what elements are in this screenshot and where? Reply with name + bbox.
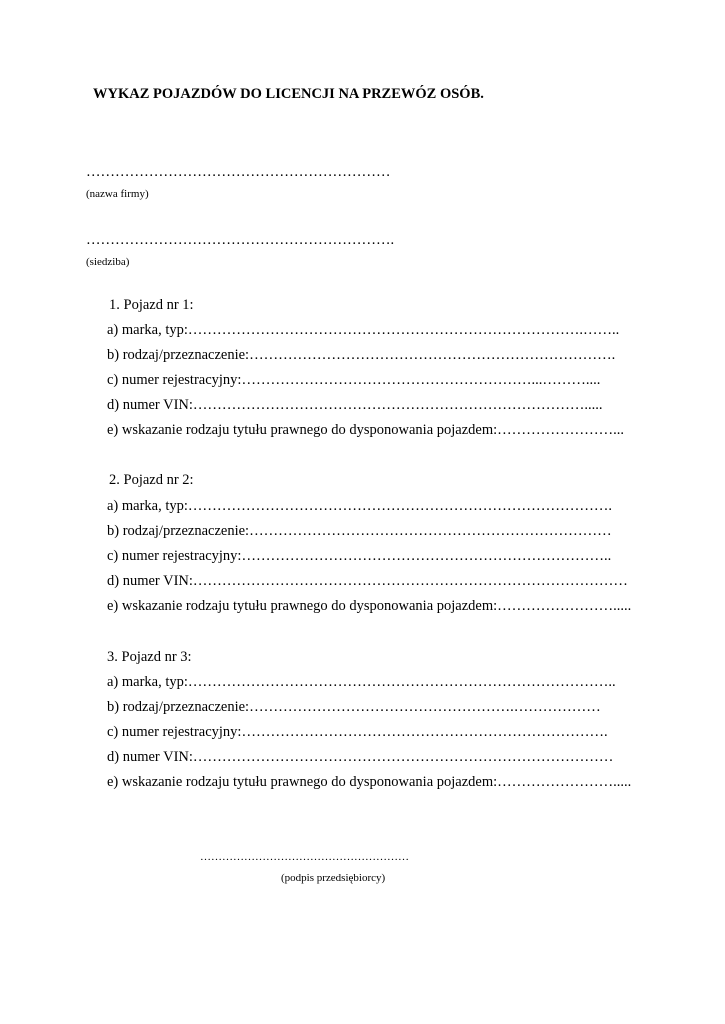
signature-field[interactable]: …………………………………………………: [200, 851, 409, 863]
vehicle-2-registration-line[interactable]: c) numer rejestracyjny:…………………………………………………………………..: [107, 548, 612, 564]
vehicle-3-make-line[interactable]: a) marka, typ:……………………………………………………………………………..: [107, 674, 616, 690]
vehicle-1-make-line[interactable]: a) marka, typ:……………………………………………………………………….……..: [107, 322, 620, 338]
vehicle-1-legal-title-line[interactable]: e) wskazanie rodzaju tytułu prawnego do dysponowania pojazdem:……………………...: [107, 422, 625, 438]
signature-label: (podpis przedsiębiorcy): [281, 872, 386, 884]
vehicle-3-vin-line[interactable]: d) numer VIN:……………………………………………………………………………: [107, 749, 614, 765]
vehicle-2-legal-title-line[interactable]: e) wskazanie rodzaju tytułu prawnego do dysponowania pojazdem:…………………….....: [107, 598, 632, 614]
vehicle-1-purpose-line[interactable]: b) rodzaj/przeznaczenie:………………………………………………………………….: [107, 347, 616, 363]
vehicle-3-purpose-line[interactable]: b) rodzaj/przeznaczenie:……………………………………………….………………: [107, 699, 601, 715]
company-seat-label: (siedziba): [86, 256, 130, 268]
vehicle-2-header: 2. Pojazd nr 2:: [109, 472, 194, 488]
vehicle-3-legal-title-line[interactable]: e) wskazanie rodzaju tytułu prawnego do dysponowania pojazdem:…………………….....: [107, 774, 632, 790]
vehicle-3-registration-line[interactable]: c) numer rejestracyjny:………………………………………………………………….: [107, 724, 608, 740]
vehicle-2-vin-line[interactable]: d) numer VIN:………………………………………………………………………………: [107, 573, 628, 589]
vehicle-2-purpose-line[interactable]: b) rodzaj/przeznaczenie:…………………………………………………………………: [107, 523, 612, 539]
company-seat-field[interactable]: ……………………………………………………….: [86, 232, 395, 248]
vehicle-1-vin-line[interactable]: d) numer VIN:……………………………………………………………………….....: [107, 397, 603, 413]
company-name-label: (nazwa firmy): [86, 188, 149, 200]
company-name-field[interactable]: ………………………………………………………: [86, 164, 391, 180]
vehicle-1-registration-line[interactable]: c) numer rejestracyjny:……………………………………………………...………....: [107, 372, 601, 388]
vehicle-2-make-line[interactable]: a) marka, typ:…………………………………………………………………………….: [107, 498, 613, 514]
vehicle-1-header: 1. Pojazd nr 1:: [109, 297, 194, 313]
document-title: WYKAZ POJAZDÓW DO LICENCJI NA PRZEWÓZ OSÓB.: [93, 86, 484, 102]
vehicle-3-header: 3. Pojazd nr 3:: [107, 649, 192, 665]
